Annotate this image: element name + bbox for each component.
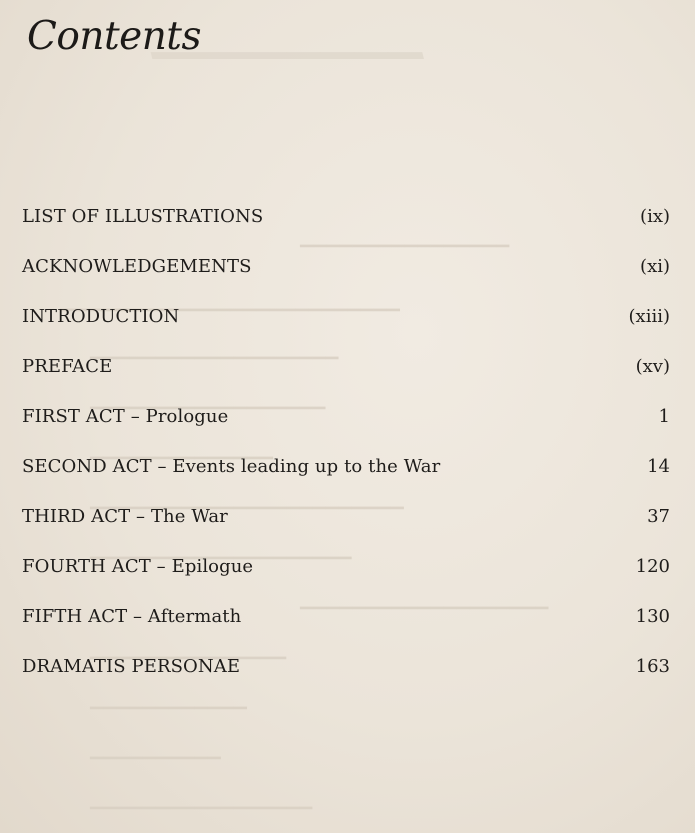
toc-entry xyxy=(22,606,670,656)
toc-entry-label: SECOND ACT – Events leading up to the War xyxy=(22,456,441,477)
toc-entry-label: DRAMATIS PERSONAE xyxy=(22,656,241,677)
show-through-line: ▁▁▁▁▁▁▁▁▁▁▁▁▁▁▁▁ xyxy=(300,228,510,247)
toc-entry-page: (ix) xyxy=(640,206,670,227)
toc-entry-label: FIRST ACT – Prologue xyxy=(22,406,229,427)
toc-entry xyxy=(22,406,670,456)
toc-entry-page: 130 xyxy=(635,606,670,627)
toc-entry-page: 37 xyxy=(647,506,670,527)
toc-entry-page: (xi) xyxy=(640,256,670,277)
toc-entry-page: 1 xyxy=(658,406,670,427)
show-through-line: ▁▁▁▁▁▁▁▁▁▁▁▁▁▁▁ xyxy=(90,640,287,659)
toc-entry-page: 163 xyxy=(635,656,670,677)
toc-entry xyxy=(22,306,670,356)
show-through-line: ▁▁▁▁▁▁▁▁▁▁▁▁▁▁▁▁▁▁▁▁ xyxy=(90,540,352,559)
table-of-contents xyxy=(22,206,670,706)
toc-entry-label: PREFACE xyxy=(22,356,113,377)
show-through-heading: ▁▁▁▁▁▁▁▁ xyxy=(150,9,421,58)
toc-entry-label: LIST OF ILLUSTRATIONS xyxy=(22,206,264,227)
toc-entry-page: (xiii) xyxy=(628,306,670,327)
toc-entry xyxy=(22,656,670,706)
toc-entry-label: FOURTH ACT – Epilogue xyxy=(22,556,254,577)
toc-entry-page: (xv) xyxy=(635,356,670,377)
show-through-line: ▁▁▁▁▁▁▁▁▁▁▁▁▁▁▁▁▁▁▁ xyxy=(300,590,549,609)
toc-entry xyxy=(22,556,670,606)
toc-entry xyxy=(22,206,670,256)
show-through-line: ▁▁▁▁▁▁▁▁▁▁ xyxy=(90,740,221,759)
toc-entry-label: FIFTH ACT – Aftermath xyxy=(22,606,242,627)
toc-entry-label: ACKNOWLEDGEMENTS xyxy=(22,256,252,277)
show-through-line: ▁▁▁▁▁▁▁▁▁▁▁▁▁▁▁▁▁▁▁▁▁▁▁▁ xyxy=(90,490,404,509)
toc-entry-label: INTRODUCTION xyxy=(22,306,180,327)
toc-entry-page: 120 xyxy=(635,556,670,577)
toc-entry-page: 14 xyxy=(647,456,670,477)
show-through-line: ▁▁▁▁▁▁▁▁▁▁▁▁▁▁▁▁▁ xyxy=(90,790,313,809)
show-through-line: ▁▁▁▁▁▁▁▁▁▁▁▁▁▁▁▁▁▁▁ xyxy=(90,340,339,359)
toc-entry-label: THIRD ACT – The War xyxy=(22,506,228,527)
show-through-line: ▁▁▁▁▁▁▁▁▁▁▁▁ xyxy=(90,690,247,709)
show-through-line: ▁▁▁▁▁▁▁▁▁▁▁▁▁▁▁▁▁▁ xyxy=(90,390,326,409)
toc-entry xyxy=(22,256,670,306)
show-through-line: ▁▁▁▁▁▁▁▁▁▁▁▁▁▁ xyxy=(90,440,274,459)
toc-entry xyxy=(22,456,670,506)
toc-entry xyxy=(22,356,670,406)
toc-entry xyxy=(22,506,670,556)
show-through-line: ▁▁▁▁▁▁▁▁▁▁▁▁▁▁▁▁▁▁▁▁▁▁▁▁▁▁ xyxy=(60,292,400,311)
page-title: Contents xyxy=(27,14,201,59)
